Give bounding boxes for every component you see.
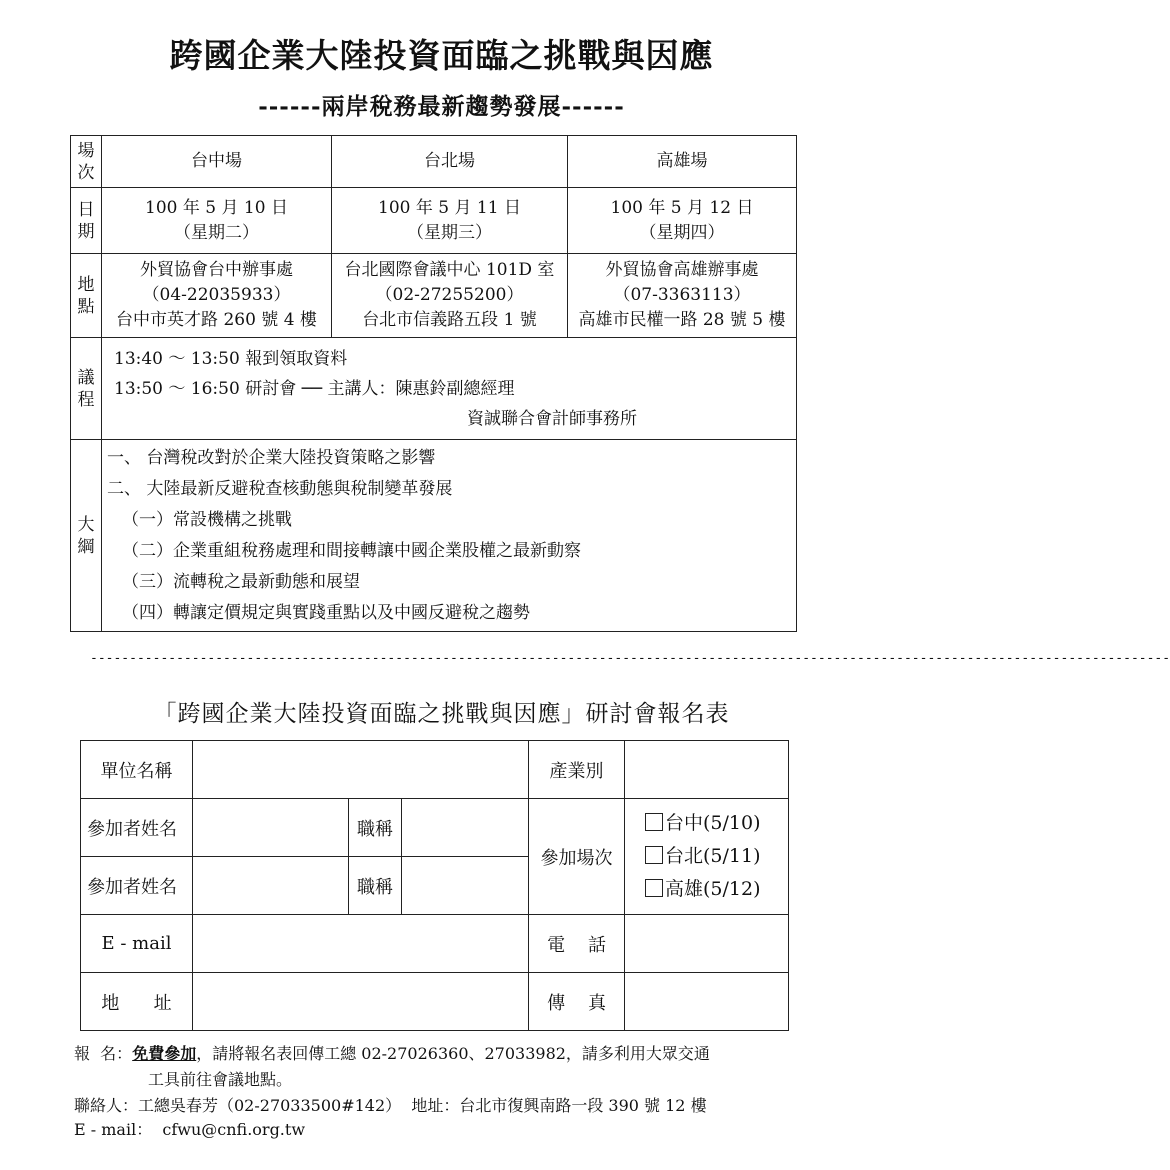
email-input[interactable] [193,915,529,973]
contact-email: E - mail： cfwu@cnfi.org.tw [74,1120,306,1139]
venue-phone: （07-3363113） [613,285,751,305]
cut-line: ------------------------------------------------------------------------------------------------------------------------------------------ [90,651,1170,666]
date-row [71,188,797,254]
date-cell-taichung [102,188,332,254]
venue-phone: （04-22035933） [142,285,291,305]
form-row-participant-1 [81,799,789,857]
signup-note [74,1041,710,1067]
agenda-row [71,338,797,440]
outline-item: （一）常設機構之挑戰 [122,509,292,530]
agenda-cell [102,338,797,440]
seminar-info-table [70,135,797,632]
date-row-label: 日期 [71,188,102,254]
email-label: E - mail [81,915,193,973]
participant-name-input[interactable] [193,857,349,915]
unit-label: 單位名稱 [81,741,193,799]
job-title-label: 職稱 [349,857,402,915]
venue-name: 台北國際會議中心 101D 室 [344,260,555,280]
form-row-email [81,915,789,973]
option-label: 高雄(5/12) [665,878,761,900]
weekday-text: （星期三） [407,222,492,243]
agenda-row-label: 議程 [71,338,102,440]
agenda-item: 13:50 ～ 16:50 研討會 ── 主講人：陳惠鈴副總經理 [114,378,515,399]
date-cell-kaohsiung [568,188,797,254]
outline-row [71,440,797,632]
session-name-taichung: 台中場 [102,136,332,188]
checkbox-icon[interactable] [645,846,663,864]
session-option-taipei[interactable] [625,840,788,873]
date-text: 100 年 5 月 12 日 [610,197,754,218]
address-label: 地 址 [81,973,193,1031]
outline-cell [102,440,797,632]
job-title-input[interactable] [402,799,529,857]
phone-input[interactable] [625,915,789,973]
venue-row-label: 地點 [71,254,102,338]
address-input[interactable] [193,973,529,1031]
venue-address: 高雄市民權一路 28 號 5 樓 [578,310,786,330]
session-row [71,136,797,188]
phone-label: 電 話 [529,915,625,973]
participant-label: 參加者姓名 [81,857,193,915]
checkbox-icon[interactable] [645,813,663,831]
date-text: 100 年 5 月 11 日 [378,197,521,218]
job-title-input[interactable] [402,857,529,915]
agenda-item: 資誠聯合會計師事務所 [467,408,637,429]
session-choice-options [625,799,789,915]
outline-row-label: 大綱 [71,440,102,632]
session-row-label: 場次 [71,136,102,188]
venue-address: 台北市信義路五段 1 號 [362,310,537,330]
session-option-taichung[interactable] [625,807,788,840]
industry-label: 產業別 [529,741,625,799]
signup-note-continued: 工具前往會議地點。 [148,1070,293,1089]
outline-item: 二、 大陸最新反避稅查核動態與稅制變革發展 [107,478,453,499]
signup-label: 報 名： [74,1044,133,1063]
option-label: 台中(5/10) [665,812,761,834]
session-option-kaohsiung[interactable] [625,873,788,906]
venue-name: 外貿協會高雄辦事處 [605,260,759,280]
outline-item: 一、 台灣稅改對於企業大陸投資策略之影響 [107,447,436,468]
date-text: 100 年 5 月 10 日 [145,197,288,218]
fax-input[interactable] [625,973,789,1031]
outline-item: （四）轉讓定價規定與實踐重點以及中國反避稅之趨勢 [122,602,530,623]
outline-item: （二）企業重組稅務處理和間接轉讓中國企業股權之最新動察 [122,540,581,561]
unit-input[interactable] [193,741,529,799]
venue-row [71,254,797,338]
fax-label: 傳 真 [529,973,625,1031]
venue-cell-kaohsiung [568,254,797,338]
venue-cell-taichung [102,254,332,338]
page-title: 跨國企業大陸投資面臨之挑戰與因應 [169,36,714,75]
weekday-text: （星期四） [639,222,725,243]
page-subtitle: ------兩岸稅務最新趨勢發展------ [258,93,625,120]
industry-input[interactable] [625,741,789,799]
option-label: 台北(5/11) [665,845,761,867]
date-cell-taipei [332,188,568,254]
job-title-label: 職稱 [349,799,402,857]
venue-phone: （02-27255200） [375,285,524,305]
outline-item: （三）流轉稅之最新動態和展望 [122,571,360,592]
venue-cell-taipei [332,254,568,338]
session-name-taipei: 台北場 [332,136,568,188]
participant-label: 參加者姓名 [81,799,193,857]
form-title: 「跨國企業大陸投資面臨之挑戰與因應」研討會報名表 [153,701,730,727]
contact-info: 聯絡人：工總吳春芳（02-27033500#142） 地址：台北市復興南路一段 390 號 12 樓 [74,1096,707,1115]
checkbox-icon[interactable] [645,879,663,897]
session-name-kaohsiung: 高雄場 [568,136,797,188]
agenda-item: 13:40 ～ 13:50 報到領取資料 [114,348,348,369]
registration-form [80,740,789,1031]
session-choice-label: 參加場次 [529,799,625,915]
weekday-text: （星期二） [174,222,259,243]
signup-text: ，請將報名表回傳工總 02-27026360、27033982，請多利用大眾交通 [196,1044,710,1063]
venue-name: 外貿協會台中辦事處 [140,260,293,280]
free-admission-text: 免費參加 [132,1044,197,1063]
form-row-unit [81,741,789,799]
venue-address: 台中市英才路 260 號 4 樓 [116,310,317,330]
form-row-address [81,973,789,1031]
participant-name-input[interactable] [193,799,349,857]
